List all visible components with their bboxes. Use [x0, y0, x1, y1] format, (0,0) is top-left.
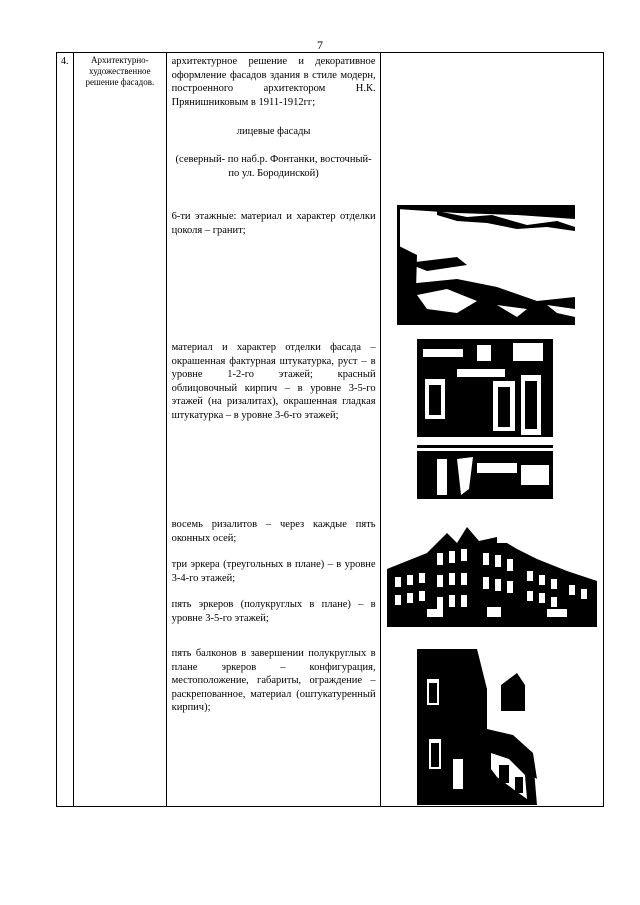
subject-name: Архитектурно-художественное решение фасадов.: [85, 55, 155, 87]
facade-finish-text: материал и характер отделки фасада – окрашенная фактурная штукатурка, руст – в уровне 1-2-го этажей; красный облицовочный кирпич – в уровне 3-5-го этажей (на ризалитах), окрашенная гладкая штукатурка – в уровне 3-6-го этажей;: [171, 342, 376, 421]
page-number: 7: [317, 38, 323, 52]
protection-subject-table: [56, 52, 604, 807]
row-number-cell: [57, 53, 74, 807]
facade-finish-photo: [417, 339, 553, 499]
description-cell: [166, 53, 380, 807]
intro-text: архитектурное решение и декоративное оформление фасадов здания в стиле модерн, построенного архитектором Н.К. Прянишниковым в 1911-1912гг;: [171, 56, 376, 108]
facades-sides: (северный- по наб.р. Фонтанки, восточный- по ул. Бородинской): [175, 154, 372, 179]
building-view-photo: [387, 523, 597, 633]
triangular-oriels-text: три эркера (треугольных в плане) – в уровне 3-4-го этажей;: [171, 559, 376, 584]
table-row: [57, 53, 604, 807]
balconies-text: пять балконов в завершении полукруглых в плане эркеров – конфигурация, местоположение, габариты, ограждение – раскрепованное, материал (оштукатуренный кирпич);: [171, 648, 376, 713]
risalits-text: восемь ризалитов – через каждые пять оконных осей;: [171, 519, 376, 544]
facades-heading: лицевые фасады: [236, 126, 311, 137]
plinth-photo: [397, 205, 575, 325]
semicircular-oriels-text: пять эркеров (полукруглых в плане) – в уровне 3-5-го этажей;: [171, 599, 376, 624]
row-number: 4.: [61, 56, 69, 67]
photos-cell: [380, 53, 603, 807]
plinth-text: 6-ти этажные: материал и характер отделки цоколя – гранит;: [171, 211, 376, 236]
subject-cell: [74, 53, 167, 807]
balcony-photo: [417, 649, 549, 805]
